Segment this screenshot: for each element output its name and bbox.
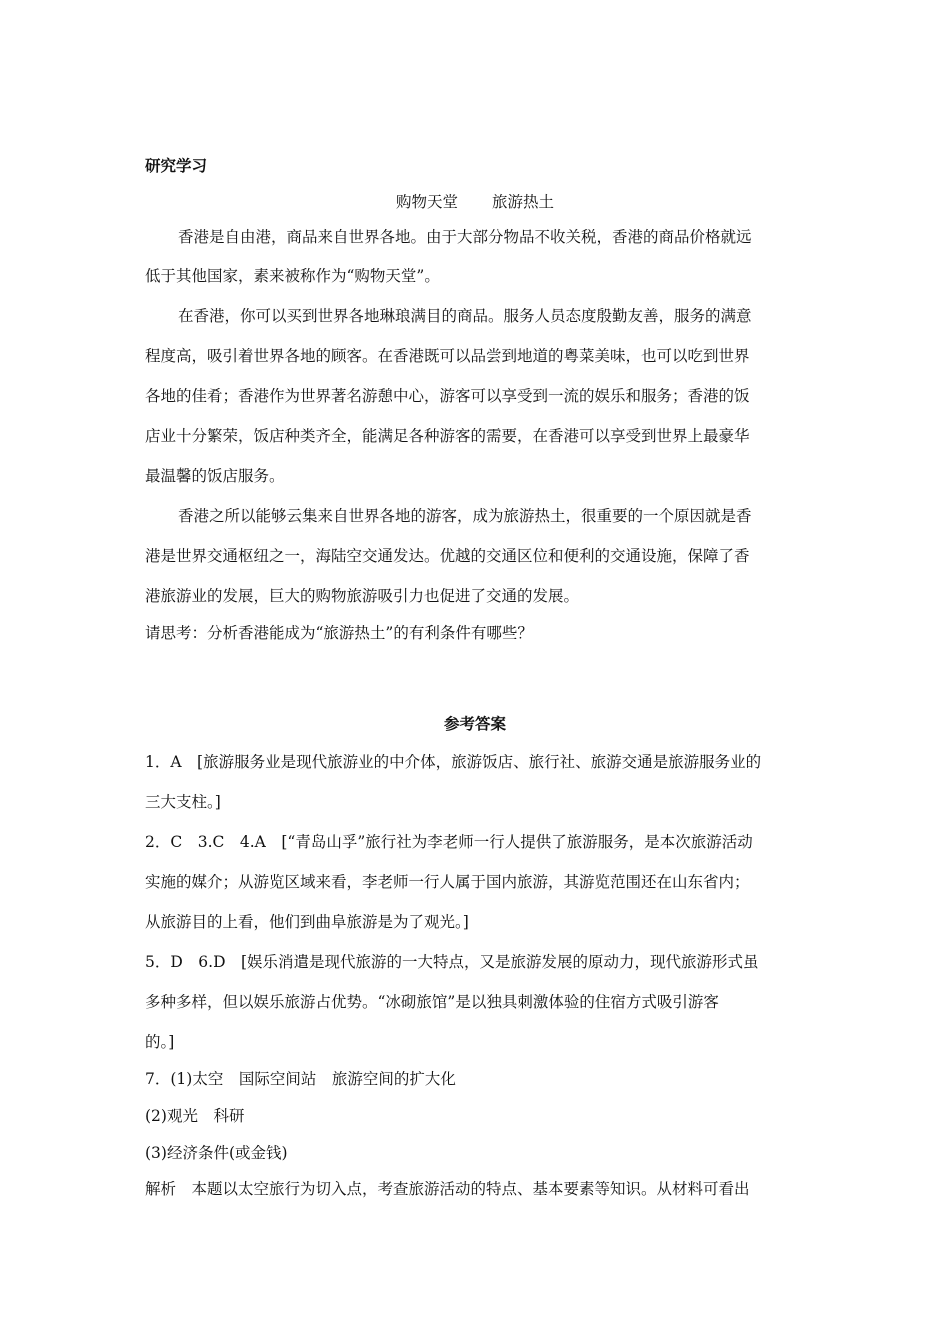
answer-line: 2．C 3.C 4.A [“青岛山孚”旅行社为李老师一行人提供了旅游服务，是本次旅游活动 — [145, 833, 753, 851]
answer-line: 多种多样，但以娱乐旅游占优势。“冰砌旅馆”是以独具刺激体验的住宿方式吸引游客 — [145, 993, 719, 1011]
article-title — [0, 192, 950, 212]
study-heading: 研究学习 — [145, 156, 208, 175]
paragraph-line: 香港是自由港，商品来自世界各地。由于大部分物品不收关税，香港的商品价格就远 — [178, 228, 752, 246]
article-title-right: 旅游热土 — [492, 193, 555, 211]
answer-line: 的。] — [145, 1033, 175, 1051]
article-title-left: 购物天堂 — [395, 193, 458, 211]
answer-line: (2)观光 科研 — [145, 1107, 245, 1125]
paragraph-line: 店业十分繁荣，饭店种类齐全，能满足各种游客的需要，在香港可以享受到世界上最豪华 — [145, 427, 750, 445]
answer-line: 从旅游目的上看，他们到曲阜旅游是为了观光。] — [145, 913, 469, 931]
paragraph-line: 港是世界交通枢纽之一，海陆空交通发达。优越的交通区位和便利的交通设施，保障了香 — [145, 547, 750, 565]
answer-line: (3)经济条件(或金钱) — [145, 1144, 288, 1162]
paragraph-line: 在香港，你可以买到世界各地琳琅满目的商品。服务人员态度殷勤友善，服务的满意 — [178, 307, 752, 325]
paragraph-line: 程度高，吸引着世界各地的顾客。在香港既可以品尝到地道的粤菜美味，也可以吃到世界 — [145, 347, 750, 365]
answer-line: 5．D 6.D [娱乐消遣是现代旅游的一大特点，又是旅游发展的原动力，现代旅游形式虽 — [145, 953, 759, 971]
answer-line: 三大支柱。] — [145, 793, 221, 811]
paragraph-line: 港旅游业的发展，巨大的购物旅游吸引力也促进了交通的发展。 — [145, 587, 580, 605]
answer-line: 7．(1)太空 国际空间站 旅游空间的扩大化 — [145, 1070, 456, 1088]
paragraph-line: 各地的佳肴；香港作为世界著名游憩中心，游客可以享受到一流的娱乐和服务；香港的饭 — [145, 387, 750, 405]
paragraph-line: 香港之所以能够云集来自世界各地的游客，成为旅游热土，很重要的一个原因就是香 — [178, 507, 752, 525]
study-question: 请思考：分析香港能成为“旅游热土”的有利条件有哪些？ — [145, 624, 533, 642]
paragraph-line: 低于其他国家，素来被称作为“购物天堂”。 — [145, 267, 440, 285]
answers-heading: 参考答案 — [443, 714, 506, 733]
answer-line: 实施的媒介；从游览区域来看，李老师一行人属于国内旅游，其游览范围还在山东省内； — [145, 873, 750, 891]
answer-line: 解析 本题以太空旅行为切入点，考查旅游活动的特点、基本要素等知识。从材料可看出 — [145, 1180, 750, 1198]
paragraph-line: 最温馨的饭店服务。 — [145, 467, 285, 485]
answer-line: 1．A [旅游服务业是现代旅游业的中介体，旅游饭店、旅行社、旅游交通是旅游服务业的 — [145, 753, 762, 771]
